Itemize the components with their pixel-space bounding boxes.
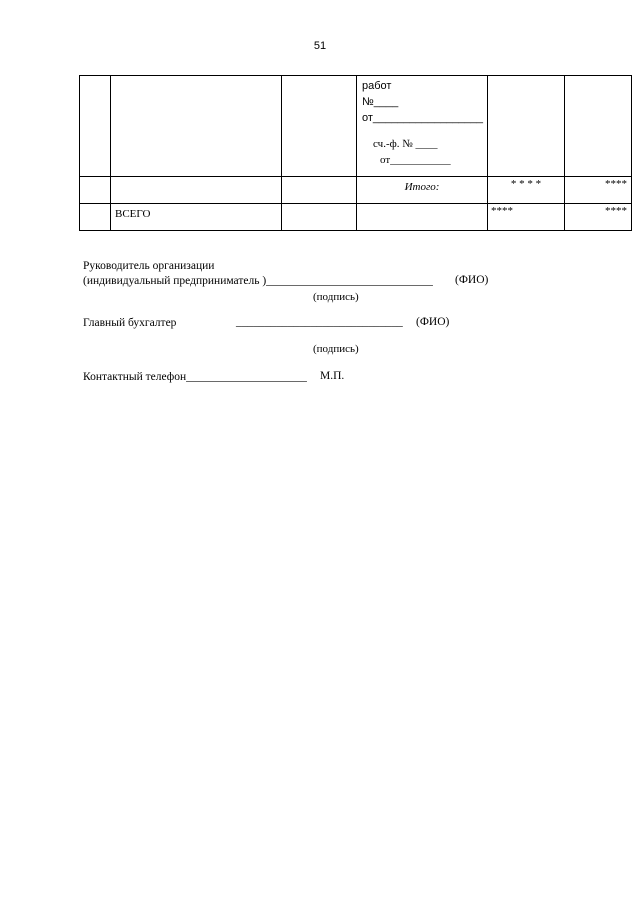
stamp-place-label: М.П. bbox=[320, 370, 345, 382]
itogo-label: Итого: bbox=[404, 181, 440, 193]
table-cell bbox=[565, 76, 632, 177]
chief-accountant-label: Главный бухгалтер bbox=[83, 317, 177, 329]
doc-line-date: от__________________ bbox=[362, 112, 484, 124]
invoice-summary-table bbox=[79, 75, 632, 231]
vsego-cell bbox=[111, 204, 282, 231]
accountant-signature-line: _____________________________ bbox=[236, 316, 403, 328]
vsego-label: ВСЕГО bbox=[115, 208, 151, 220]
itogo-stars: * * * * bbox=[510, 178, 542, 190]
table-row-vsego bbox=[80, 204, 632, 231]
head-of-organization-label: Руководитель организации bbox=[83, 260, 215, 272]
table-cell bbox=[80, 177, 111, 204]
table-cell bbox=[282, 204, 357, 231]
itogo-cell bbox=[357, 177, 488, 204]
accountant-signature-caption: (подпись) bbox=[313, 343, 359, 355]
vsego-total-cell bbox=[488, 204, 565, 231]
table-cell bbox=[282, 177, 357, 204]
head-signature-caption: (подпись) bbox=[313, 291, 359, 303]
entrepreneur-signature-line: (индивидуальный предприниматель )_____________________________ bbox=[83, 275, 433, 287]
head-fio-label: (ФИО) bbox=[455, 274, 489, 286]
table-row bbox=[80, 76, 632, 177]
accountant-fio-label: (ФИО) bbox=[416, 316, 450, 328]
table-cell bbox=[111, 177, 282, 204]
vsego-total-cell-2 bbox=[565, 204, 632, 231]
doc-line-number: №____ bbox=[362, 96, 399, 108]
table-cell bbox=[80, 76, 111, 177]
itogo-stars-2: **** bbox=[605, 178, 628, 190]
invoice-number-line: сч.-ф. № ____ bbox=[373, 138, 438, 150]
invoice-date-line: от___________ bbox=[380, 154, 451, 166]
vsego-stars-2: **** bbox=[605, 205, 628, 217]
table-cell bbox=[111, 76, 282, 177]
table-cell bbox=[282, 76, 357, 177]
contact-phone-field: Контактный телефон_____________________ bbox=[83, 371, 307, 383]
table-row-itogo bbox=[80, 177, 632, 204]
itogo-total-cell bbox=[488, 177, 565, 204]
documents-cell bbox=[357, 76, 488, 177]
vsego-stars: **** bbox=[491, 205, 514, 217]
table-cell bbox=[488, 76, 565, 177]
doc-line-works: работ bbox=[362, 80, 392, 92]
table-cell bbox=[80, 204, 111, 231]
page-number: 51 bbox=[313, 40, 327, 52]
itogo-total-cell-2 bbox=[565, 177, 632, 204]
table-cell bbox=[357, 204, 488, 231]
